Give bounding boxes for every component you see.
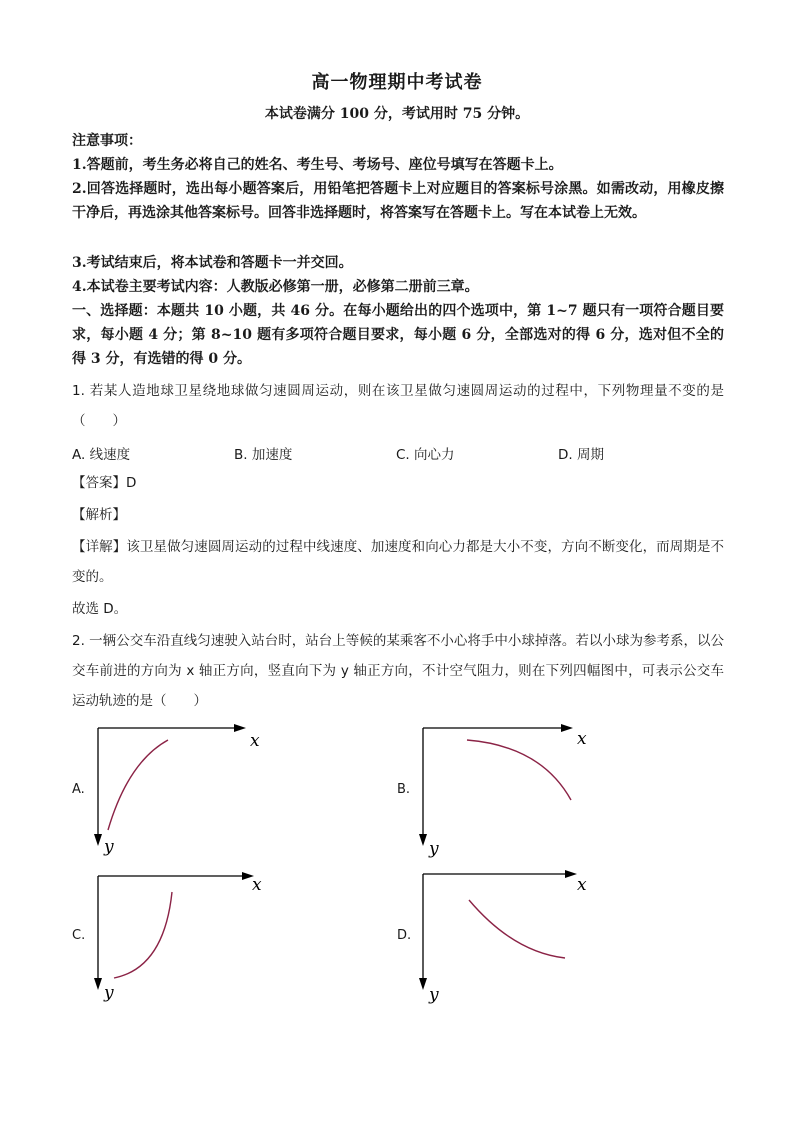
section-intro: 一、选择题：本题共 10 小题，共 46 分。在每小题给出的四个选项中，第 1~7 题只有一项符合题目要求，每小题 4 分；第 8~10 题有多项符合题目要求，每小题 6 分，全部选对的得 6 分，选对但不全的得 3 分，有选错的得 0 分。 [72, 303, 724, 367]
graph-d [413, 868, 603, 1006]
page-title: 高一物理期中考试卷 [311, 72, 483, 93]
graph-c-y-label: y [104, 983, 114, 1003]
q2-stem: 2. 一辆公交车沿直线匀速驶入站台时，站台上等候的某乘客不小心将手中小球掉落。若以小球为参考系，以公交车前进的方向为 x 轴正方向，竖直向下为 y 轴正方向，不计空气阻力，则在下列四幅图中，可表示公交车运动轨迹的是（ ） [72, 633, 724, 709]
graph-c-x-label: x [252, 875, 262, 895]
note-item-1: 1.答题前，考生务必将自己的姓名、考生号、考场号、座位号填写在答题卡上。 [72, 157, 563, 173]
graph-d-label: D. [397, 928, 412, 943]
graph-d-curve [469, 900, 565, 958]
note-item-2: 2.回答选择题时，选出每小题答案后，用铅笔把答题卡上对应题目的答案标号涂黑。如需改动，用橡皮擦干净后，再选涂其他答案标号。回答非选择题时，将答案写在答题卡上。写在本试卷上无效。 [72, 181, 724, 221]
q1-option-d: D. 周期 [558, 447, 604, 463]
graph-c-label: C. [72, 928, 86, 943]
graph-d-y-label: y [429, 985, 439, 1005]
q1-option-b: B. 加速度 [234, 447, 293, 463]
graph-a-curve [108, 740, 168, 830]
graph-b [413, 722, 603, 860]
q1-option-a: A. 线速度 [72, 447, 131, 463]
arrow-down-icon [419, 834, 427, 846]
q1-detail: 【详解】该卫星做匀速圆周运动的过程中线速度、加速度和向心力都是大小不变，方向不断变化，而周期是不变的。 [72, 539, 724, 585]
q1-stem: 1. 若某人造地球卫星绕地球做匀速圆周运动，则在该卫星做匀速圆周运动的过程中，下列物理量不变的是（ ） [72, 383, 724, 429]
graph-b-y-label: y [429, 839, 439, 859]
graph-b-curve [467, 740, 571, 800]
graph-a [88, 722, 278, 860]
graph-b-x-label: x [577, 729, 587, 749]
graph-a-label: A. [72, 782, 85, 797]
graph-c-curve [114, 892, 172, 978]
q1-conclusion: 故选 D。 [72, 601, 128, 617]
graph-a-x-label: x [250, 731, 260, 751]
graph-d-x-label: x [577, 875, 587, 895]
page-subtitle: 本试卷满分 100 分，考试用时 75 分钟。 [264, 106, 530, 122]
q1-analysis-tag: 【解析】 [72, 507, 126, 523]
notes-heading: 注意事项： [72, 133, 142, 149]
note-item-4: 4.本试卷主要考试内容：人教版必修第一册，必修第二册前三章。 [72, 279, 479, 295]
graph-b-label: B. [397, 782, 411, 797]
q1-answer: 【答案】D [72, 475, 137, 491]
graph-a-y-label: y [104, 837, 114, 857]
arrow-down-icon [94, 834, 102, 846]
arrow-right-icon [565, 870, 577, 878]
arrow-right-icon [234, 724, 246, 732]
note-item-3: 3.考试结束后，将本试卷和答题卡一并交回。 [72, 255, 353, 271]
arrow-right-icon [561, 724, 573, 732]
graph-c [88, 868, 278, 1006]
q1-option-c: C. 向心力 [396, 447, 455, 463]
arrow-down-icon [94, 978, 102, 990]
arrow-down-icon [419, 978, 427, 990]
